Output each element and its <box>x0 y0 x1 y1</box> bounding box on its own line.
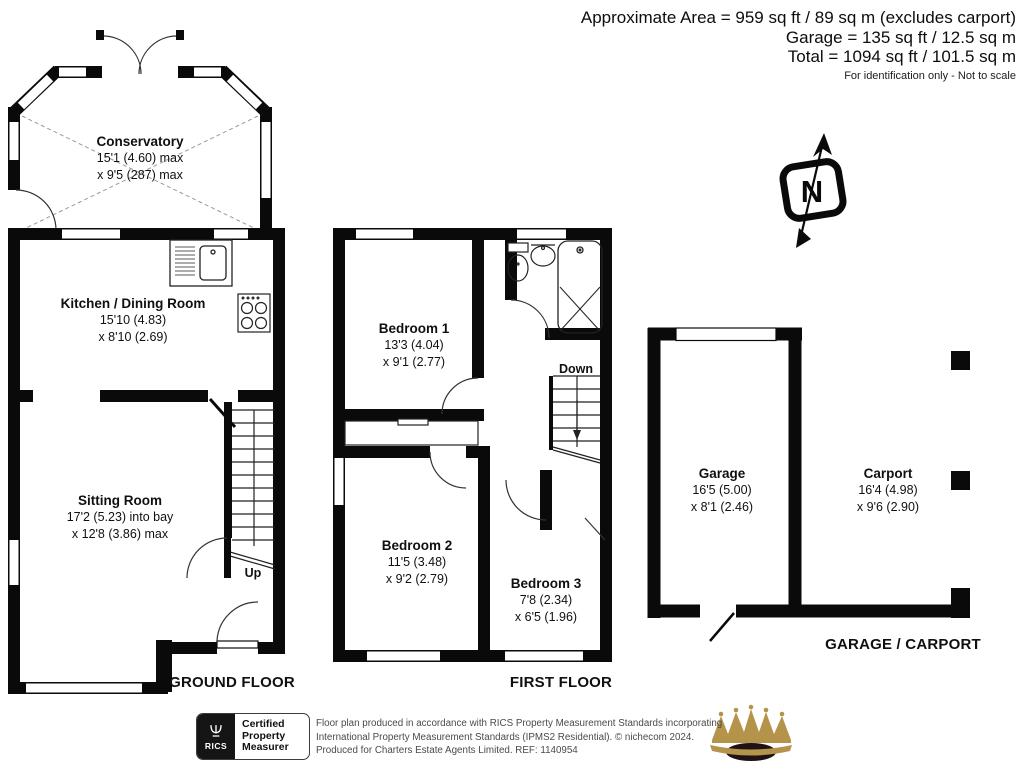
room-dim: 15'10 (4.83) <box>99 313 167 327</box>
area-summary <box>581 8 1016 82</box>
plan-line <box>508 243 528 252</box>
compass-arrowhead <box>813 133 832 157</box>
badge-line: Certified <box>242 718 285 731</box>
plan-line <box>749 705 754 710</box>
badge-line: Measurer <box>242 741 289 754</box>
badge-line: Property <box>242 729 286 742</box>
plan-line <box>558 241 602 333</box>
room-dim: x 8'10 (2.69) <box>98 329 168 344</box>
plan-line <box>734 708 739 713</box>
door-post <box>96 30 104 40</box>
plan-line <box>511 300 549 338</box>
rics-lyre-icon <box>206 722 226 740</box>
room-dim: x 12'8 (3.86) max <box>71 526 169 541</box>
north-compass <box>781 133 844 248</box>
plan-line <box>216 725 221 733</box>
plan-line <box>21 78 50 106</box>
front-door-leaf <box>217 641 258 648</box>
room-label-bedroom3 <box>446 575 646 625</box>
garden-door-arc <box>16 190 56 230</box>
room-dim: x 9'2 (2.79) <box>385 571 449 586</box>
hall-door-arc <box>187 538 227 578</box>
room-dim: 11'5 (3.48) <box>387 555 447 569</box>
stairs-down-label: Down <box>558 362 594 376</box>
room-dim: x 9'6 (2.90) <box>856 499 920 514</box>
plan-line <box>780 712 785 717</box>
rics-logo <box>197 714 235 759</box>
room-name: Bedroom 1 <box>378 321 450 336</box>
basin <box>531 245 555 266</box>
ground-floor-title: GROUND FLOOR <box>169 674 295 691</box>
footer-disclaimer <box>316 717 722 758</box>
first-floor-title: FIRST FLOOR <box>509 674 613 691</box>
footer-line: International Property Measurement Standards (IPMS2 Residential). © nichecom 2024. <box>316 731 695 743</box>
plan-line <box>553 447 600 460</box>
first-floor-stairs <box>553 376 600 463</box>
room-dim: x 9'1 (2.77) <box>382 354 446 369</box>
identification-note: For identification only - Not to scale <box>844 69 1016 82</box>
room-name: Carport <box>863 466 913 481</box>
bathtub <box>558 241 602 333</box>
room-dim: x 9'5 (287) max <box>97 167 183 182</box>
door-post <box>176 30 184 40</box>
front-door-arc <box>217 602 258 641</box>
room-label-bedroom1 <box>314 320 514 370</box>
room-name: Conservatory <box>96 134 184 149</box>
plan-line <box>230 78 259 106</box>
plan-line <box>542 247 545 250</box>
room-name: Garage <box>698 466 746 481</box>
sink-unit <box>170 240 232 286</box>
plan-line <box>764 708 769 713</box>
ground-floor-plan <box>8 30 285 692</box>
wardrobe <box>345 419 478 445</box>
room-label-carport <box>788 465 988 515</box>
plan-line <box>103 36 141 74</box>
plan-line <box>430 452 466 488</box>
plan-line <box>553 450 600 463</box>
plan-line <box>139 36 177 74</box>
ground-stairs <box>230 410 275 569</box>
room-dim: 17'2 (5.23) into bay <box>66 510 174 524</box>
stairs-up-label: Up <box>244 566 262 580</box>
room-label-kitchen <box>33 295 233 345</box>
hob <box>238 294 270 332</box>
garage-area-line: Garage = 135 sq ft / 12.5 sq m <box>785 27 1016 47</box>
compass-tail <box>796 228 811 248</box>
room-dim: x 8'1 (2.46) <box>690 499 754 514</box>
compass-north-letter: N <box>800 174 824 209</box>
carport-corner-post <box>951 588 970 618</box>
room-name: Sitting Room <box>78 493 162 508</box>
plan-line <box>211 725 221 736</box>
conservatory-double-doors <box>103 36 177 74</box>
room-dim: 16'4 (4.98) <box>858 483 918 497</box>
plan-line <box>517 263 519 265</box>
plan-line <box>719 712 724 717</box>
carport-post <box>951 351 970 370</box>
room-label-sitting-room <box>20 492 220 542</box>
garage-door <box>676 328 776 341</box>
plan-line <box>579 249 581 251</box>
certified-property-measurer-text <box>235 714 309 759</box>
stairs-down-arrow <box>573 430 581 440</box>
room-dim: 16'5 (5.00) <box>692 483 752 497</box>
room-dim: 13'3 (4.04) <box>384 338 444 352</box>
room-name: Bedroom 3 <box>510 576 582 591</box>
rics-brand-text: RICS <box>204 741 228 751</box>
plan-line <box>577 247 583 253</box>
crown-logo <box>710 705 792 761</box>
garage-carport-title: GARAGE / CARPORT <box>825 636 981 653</box>
room-dim: 7'8 (2.34) <box>519 593 573 607</box>
plan-line <box>211 725 216 733</box>
footer-line: Produced for Charters Estate Agents Limited. REF: 1140954 <box>316 745 578 756</box>
crown-spikes <box>712 709 791 743</box>
total-area-line: Total = 1094 sq ft / 101.5 sq m <box>787 47 1016 66</box>
room-name: Kitchen / Dining Room <box>60 296 206 311</box>
garage-rear-door-leaf <box>710 613 734 641</box>
footer-line: Floor plan produced in accordance with RICS Property Measurement Standards incorporating <box>316 718 723 729</box>
plan-line <box>398 419 428 425</box>
room-dim: 15'1 (4.60) max <box>96 151 184 165</box>
room-label-conservatory <box>40 133 240 183</box>
room-name: Bedroom 2 <box>381 538 453 553</box>
room-dim: x 6'5 (1.96) <box>514 609 578 624</box>
rics-certified-badge <box>196 713 310 760</box>
plan-line <box>442 378 478 414</box>
approximate-area-line: Approximate Area = 959 sq ft / 89 sq m (excludes carport) <box>580 8 1016 27</box>
